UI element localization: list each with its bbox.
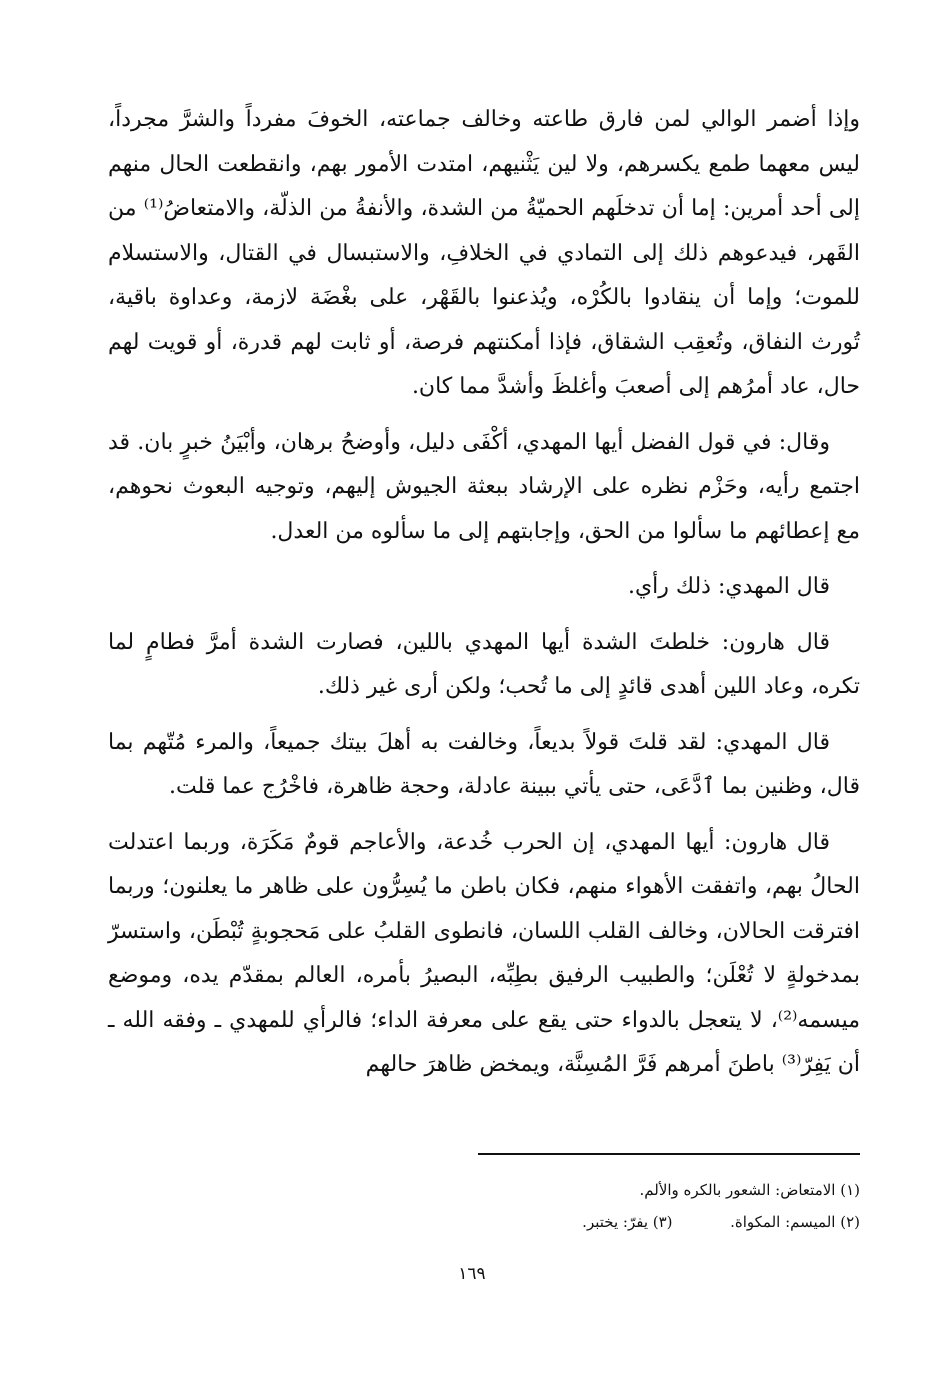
footnote: (٣) يفرّ: يختبر. (582, 1213, 673, 1231)
footnote-separator (478, 1153, 860, 1155)
paragraph: وقال: في قول الفضل أيها المهدي، أكْفَى دليل، وأوضحُ برهان، وأبْيَنُ خبرٍ بان. قد اجتمع رأيه، وحَزْم نظره على الإرشاد ببعثة الجيوش إليهم، وتوجيه البعوث نحوهم، مع إعطائهم ما سألوا من الحق، وإجابتهم إلى ما سألوه من العدل. (108, 429, 860, 544)
paragraph: قال المهدي: ذلك رأي. (627, 574, 830, 599)
paragraph: قال هارون: أيها المهدي، إن الحرب خُدعة، والأعاجم قومٌ مَكَرَة، وربما اعتدلت الحالُ بهم، واتفقت الأهواء منهم، فكان باطن ما يُسِرُّون على ظاهر ما يعلنون؛ وربما افترقت الحالان، وخالف القلب اللسان، فانطوى القلبُ على مَحجوبةٍ تُبْطَن، واستسرّ بمدخولةٍ لا تُعْلَن؛ والطبيب الرفيق بطِبِّه، البصيرُ بأمره، العالم بمقدّم يده، وموضع ميسمه⁽²⁾، لا يتعجل بالدواء حتى يقع على معرفة الداء؛ فالرأي للمهدي ـ وفقه الله ـ أن يَفِرّ⁽³⁾ باطنَ أمرهم فَرَّ المُسِنَّة، ويمخض ظاهرَ حالهم (108, 829, 860, 1077)
footnotes (108, 1174, 860, 1238)
paragraph: قال المهدي: لقد قلتَ قولاً بديعاً، وخالفت به أهلَ بيتك جميعاً، والمرء مُتّهم بما قال، وظنين بما ٱدَّعَى، حتى يأتي ببينة عادلة، وحجة ظاهرة، فاخْرُج عما قلت. (108, 729, 860, 799)
footnote: (١) الامتعاض: الشعور بالكره والألم. (639, 1181, 860, 1199)
footnote-row (108, 1174, 860, 1206)
paragraph: قال هارون: خلطتَ الشدة أيها المهدي باللين، فصارت الشدة أمرَّ فطامٍ لما تكره، وعاد اللين أهدى قائدٍ إلى ما تُحب؛ ولكن أرى غير ذلك. (108, 629, 860, 699)
main-text (108, 98, 860, 1099)
paragraph: وإذا أضمر الوالي لمن فارق طاعته وخالف جماعته، الخوفَ مفرداً والشرَّ مجرداً، ليس معهما طمع يكسرهم، ولا لين يَثْنيهم، امتدت الأمور بهم، وانقطعت الحال منهم إلى أحد أمرين: إما أن تدخلَهم الحميّةُ من الشدة، والأنفةُ من الذلّة، والامتعاضُ⁽¹⁾ من القَهر، فيدعوهم ذلك إلى التمادي في الخلافِ، والاستبسال في القتال، والاستسلام للموت؛ وإما أن ينقادوا بالكُرْه، ويُذعنوا بالقَهْر، على بغْضَة لازمة، وعداوة باقية، تُورث النفاق، وتُعقِب الشقاق، فإذا أمكنتهم فرصة، أو ثابت لهم قدرة، أو قويت لهم حال، عاد أمرُهم إلى أصعبَ وأغلظَ وأشدَّ مما كان. (108, 107, 861, 399)
footnote: (٢) الميسم: المكواة. (730, 1213, 860, 1231)
footnote-row (108, 1206, 860, 1238)
page-number: ١٦٩ (458, 1264, 486, 1284)
